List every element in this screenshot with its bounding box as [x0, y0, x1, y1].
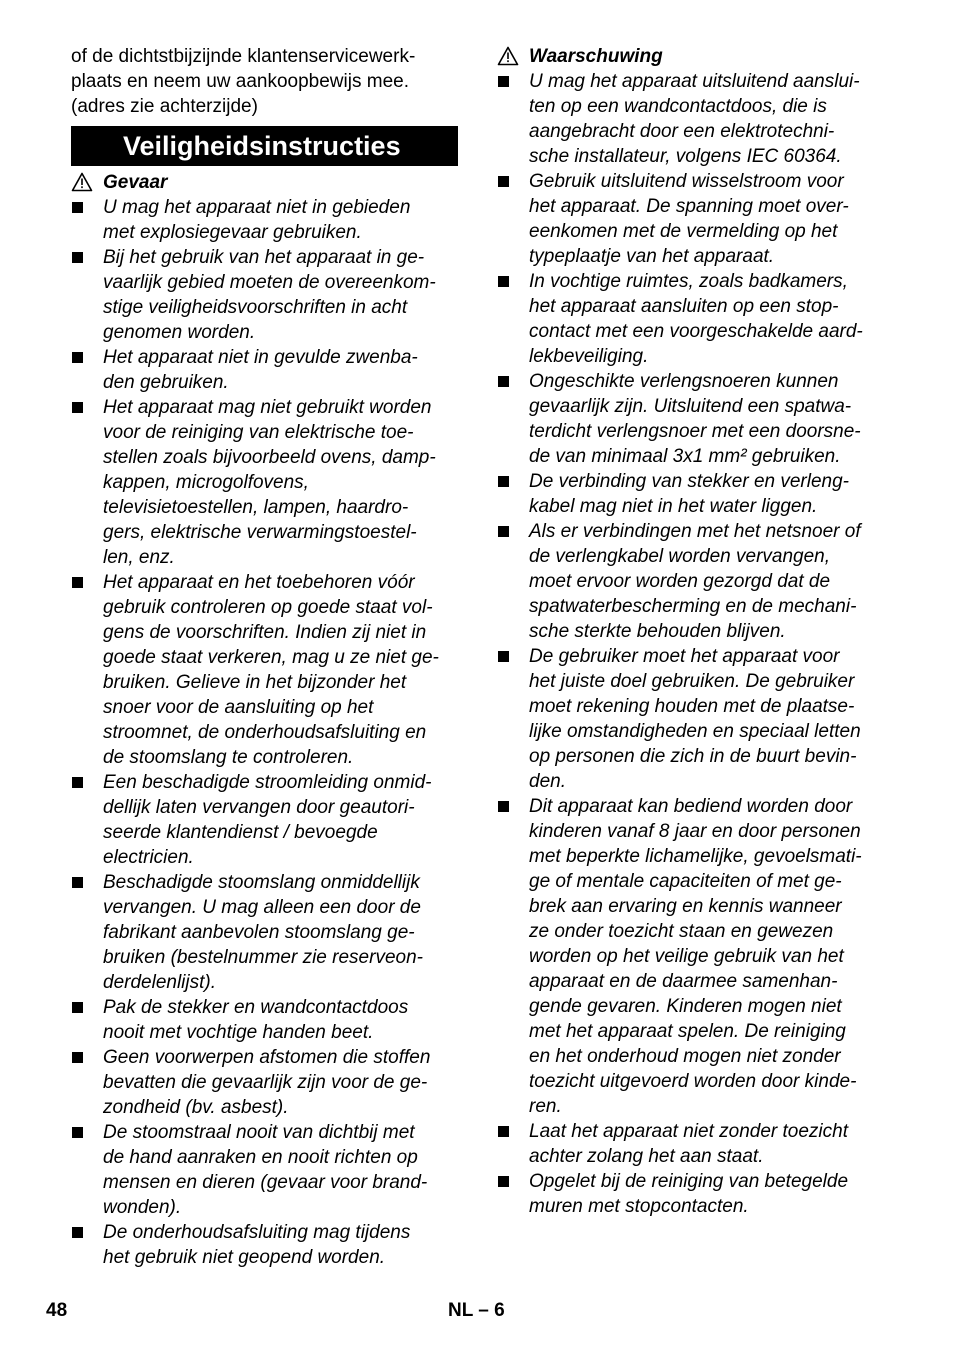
square-bullet-icon	[72, 1052, 83, 1063]
warning-triangle-icon	[497, 46, 519, 66]
list-item	[497, 169, 887, 269]
square-bullet-icon	[498, 1176, 509, 1187]
list-item	[71, 195, 461, 245]
list-item	[497, 794, 887, 1119]
square-bullet-icon	[498, 276, 509, 287]
square-bullet-icon	[72, 202, 83, 213]
list-item-text: De gebruiker moet het apparaat voor het juiste doel gebruiken. De gebruiker moet rekening houden met de plaatse- lijke omstandigheden en speciaal letten op personen die zich in de buurt bevin- den.	[529, 646, 861, 792]
list-item-text: Een beschadigde stroomleiding onmid- dellijk laten vervangen door geautori- seerde klantendienst / bevoegde electricien.	[103, 772, 432, 868]
list-item-text: Als er verbindingen met het netsnoer of de verlengkabel worden vervangen, moet ervoor worden gezorgd dat de spatwaterbescherming en de mechani- sche sterkte behouden blijven.	[529, 521, 861, 642]
list-item	[71, 1120, 461, 1220]
list-item	[497, 1119, 887, 1169]
list-item-text: De verbinding van stekker en verleng- kabel mag niet in het water liggen.	[529, 471, 850, 517]
list-item-text: Opgelet bij de reiniging van betegelde muren met stopcontacten.	[529, 1171, 849, 1217]
section-heading: Veiligheidsinstructies	[71, 126, 458, 166]
square-bullet-icon	[498, 176, 509, 187]
square-bullet-icon	[498, 801, 509, 812]
list-item-text: Gebruik uitsluitend wisselstroom voor het apparaat. De spanning moet over- eenkomen met de vermelding op het typeplaatje van het apparaat.	[529, 171, 849, 267]
square-bullet-icon	[498, 526, 509, 537]
list-item-text: Geen voorwerpen afstomen die stoffen bevatten die gevaarlijk zijn voor de ge- zondheid (bv. asbest).	[103, 1047, 431, 1118]
list-item	[497, 1169, 887, 1219]
gevaar-heading	[71, 170, 461, 195]
list-item	[71, 345, 461, 395]
list-item-text: Dit apparaat kan bediend worden door kinderen vanaf 8 jaar en door personen met beperkte lichamelijke, gevoelsmati- ge of mentale capaciteiten of met ge- brek aan ervaring en kennis wanneer ze onder toezicht staan en gewezen worden op het veilige gebruik van het apparaat en de daarmee samenhan- gende gevaren. Kinderen mogen niet met het apparaat spelen. De reiniging en het onderhoud mogen niet zonder toezicht uitgevoerd worden door kinde- ren.	[529, 796, 862, 1117]
list-item-text: Beschadigde stoomslang onmiddellijk vervangen. U mag alleen een door de fabrikant aanbevolen stoomslang ge- bruiken (bestelnummer zie reserveon- derdelenlijst).	[103, 872, 423, 993]
list-item	[71, 770, 461, 870]
square-bullet-icon	[72, 1002, 83, 1013]
gevaar-list	[71, 195, 461, 1270]
list-item	[497, 369, 887, 469]
waarschuwing-list	[497, 69, 887, 1219]
waarschuwing-heading	[497, 44, 887, 69]
list-item-text: U mag het apparaat niet in gebieden met explosiegevaar gebruiken.	[103, 197, 411, 243]
list-item	[71, 570, 461, 770]
list-item-text: U mag het apparaat uitsluitend aanslui- ten op een wandcontactdoos, die is aangebracht door een elektrotechni- sche installateur, volgens IEC 60364.	[529, 71, 860, 167]
square-bullet-icon	[72, 1227, 83, 1238]
square-bullet-icon	[498, 651, 509, 662]
square-bullet-icon	[72, 402, 83, 413]
list-item	[497, 644, 887, 794]
right-column	[497, 44, 887, 1219]
page-number: 48	[46, 1300, 68, 1321]
list-item	[71, 245, 461, 345]
list-item	[71, 870, 461, 995]
warning-triangle-icon	[71, 172, 93, 192]
list-item-text: Pak de stekker en wandcontactdoos nooit met vochtige handen beet.	[103, 997, 409, 1043]
list-item-text: Bij het gebruik van het apparaat in ge- vaarlijk gebied moeten de overeenkom- stige veiligheidsvoorschriften in acht genomen worden.	[103, 247, 436, 343]
square-bullet-icon	[498, 376, 509, 387]
list-item-text: In vochtige ruimtes, zoals badkamers, het apparaat aansluiten op een stop- contact met een voorgeschakelde aard- lekbeveiliging.	[529, 271, 863, 367]
square-bullet-icon	[498, 1126, 509, 1137]
gevaar-title: Gevaar	[103, 172, 168, 193]
list-item	[71, 1045, 461, 1120]
list-item-text: Het apparaat mag niet gebruikt worden voor de reiniging van elektrische toe- stellen zoals bijvoorbeeld ovens, damp- kappen, microgolfovens, televisietoestellen, lampen, haardro- gers, elektrische verwarmingstoestel- len, enz.	[103, 397, 436, 568]
square-bullet-icon	[72, 1127, 83, 1138]
list-item	[497, 69, 887, 169]
list-item-text: Het apparaat niet in gevulde zwenba- den gebruiken.	[103, 347, 418, 393]
list-item	[497, 269, 887, 369]
waarschuwing-title: Waarschuwing	[529, 46, 663, 67]
square-bullet-icon	[498, 476, 509, 487]
square-bullet-icon	[498, 76, 509, 87]
list-item	[71, 1220, 461, 1270]
square-bullet-icon	[72, 352, 83, 363]
list-item	[71, 995, 461, 1045]
list-item	[497, 519, 887, 644]
list-item-text: Laat het apparaat niet zonder toezicht achter zolang het aan staat.	[529, 1121, 849, 1167]
square-bullet-icon	[72, 777, 83, 788]
intro-text: of de dichtstbijzijnde klantenservicewerk- plaats en neem uw aankoopbewijs mee. (adres zie achterzijde)	[71, 46, 416, 117]
square-bullet-icon	[72, 877, 83, 888]
square-bullet-icon	[72, 577, 83, 588]
left-column	[71, 44, 461, 1270]
page-code: NL – 6	[448, 1300, 505, 1321]
list-item-text: De onderhoudsafsluiting mag tijdens het gebruik niet geopend worden.	[103, 1222, 411, 1268]
list-item-text: Het apparaat en het toebehoren vóór gebruik controleren op goede staat vol- gens de voorschriften. Indien zij niet in goede staat verkeren, mag u ze niet ge- bruiken. Gelieve in het bijzonder het snoer voor de aansluiting op het stroomnet, de onderhoudsafsluiting en de stoomslang te controleren.	[103, 572, 439, 768]
square-bullet-icon	[72, 252, 83, 263]
list-item	[497, 469, 887, 519]
list-item-text: Ongeschikte verlengsnoeren kunnen gevaarlijk zijn. Uitsluitend een spatwa- terdicht verlengsnoer met een doorsne- de van minimaal 3x1 mm² gebruiken.	[529, 371, 861, 467]
list-item-text: De stoomstraal nooit van dichtbij met de hand aanraken en nooit richten op mensen en dieren (gevaar voor brand- wonden).	[103, 1122, 428, 1218]
list-item	[71, 395, 461, 570]
